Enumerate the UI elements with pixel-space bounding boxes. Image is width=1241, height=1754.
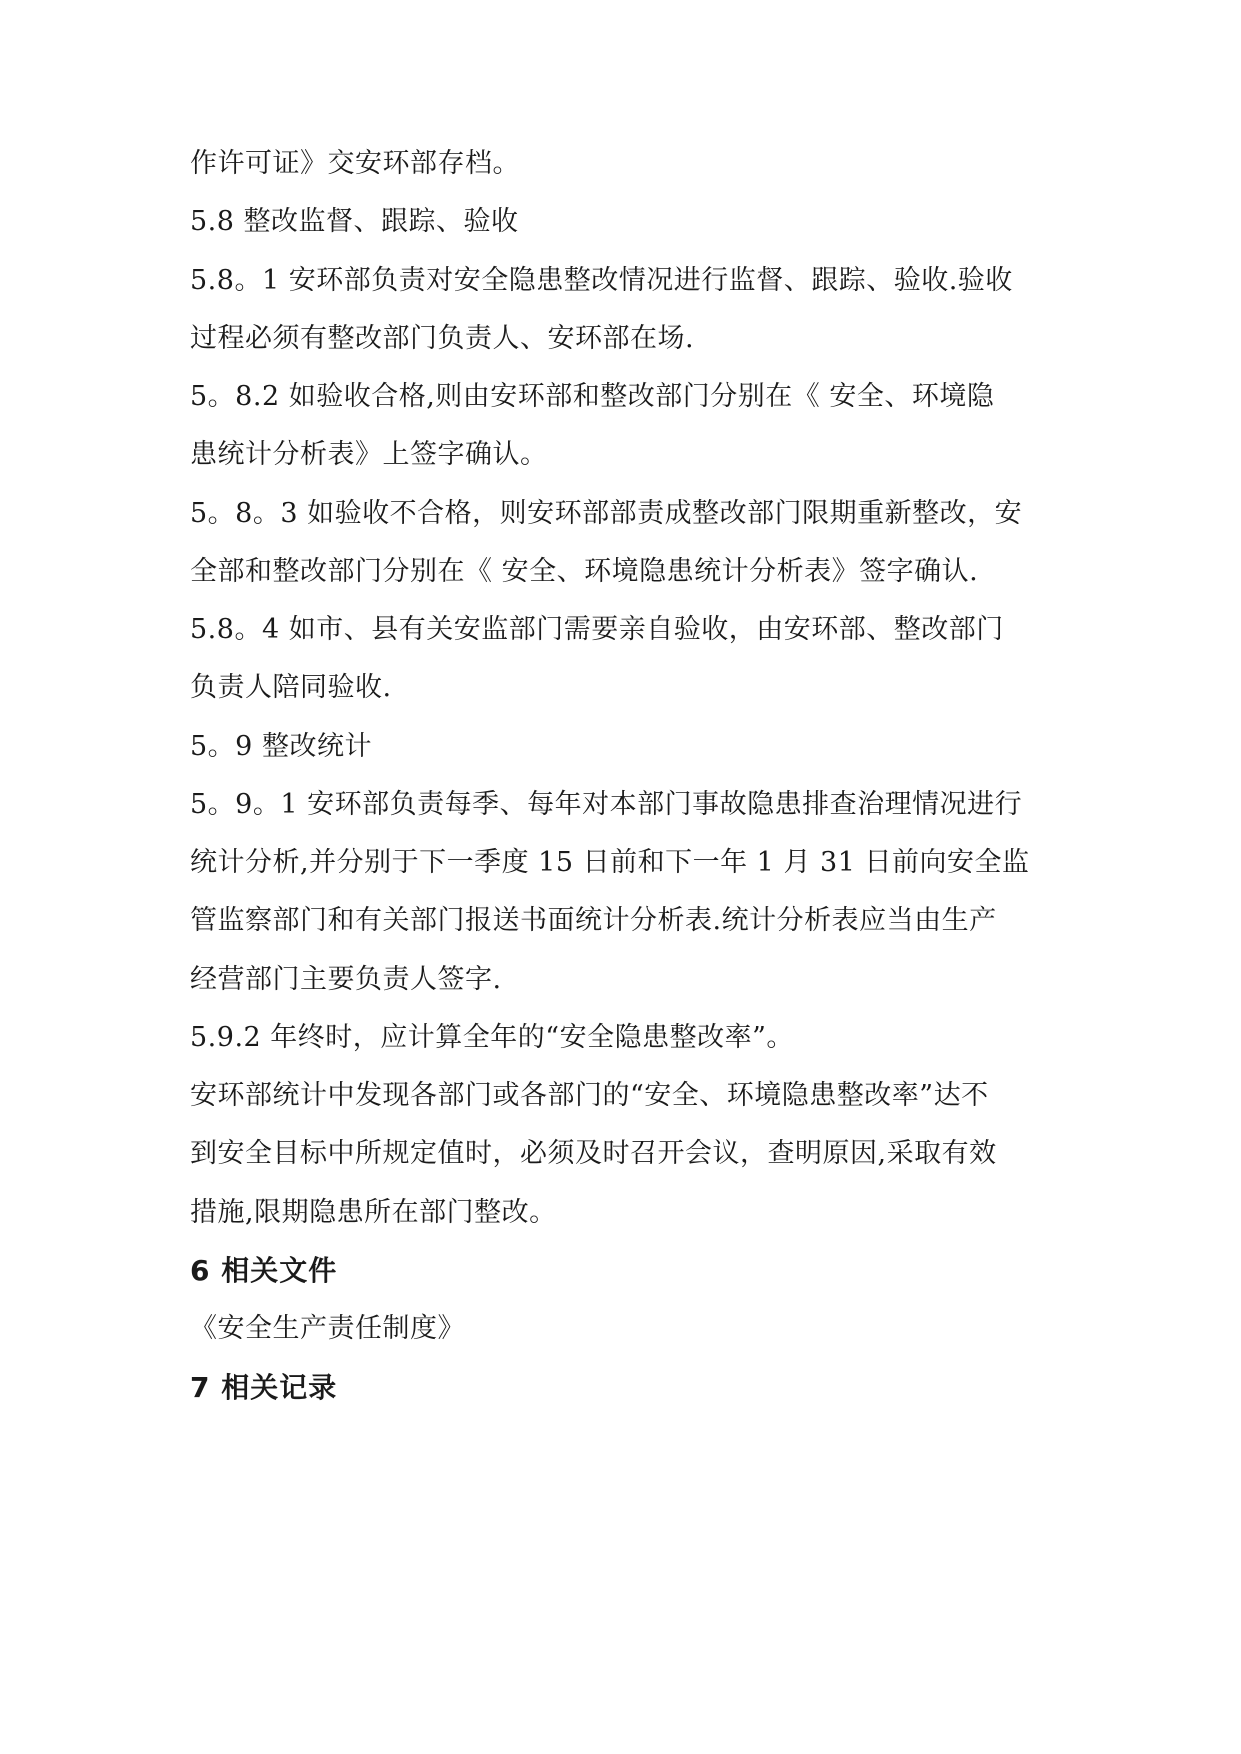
- text-line-17: 安环部统计中发现各部门或各部门的“安全、环境隐患整改率”达不: [190, 1080, 989, 1111]
- text-line-8: 全部和整改部门分别在《 安全、环境隐患统计分析表》签字确认.: [190, 556, 979, 587]
- text-line-18: 到安全目标中所规定值时，必须及时召开会议，查明原因,采取有效: [190, 1138, 997, 1169]
- section-6-heading: 6 相关文件: [190, 1254, 338, 1287]
- subsection-title-5-8: 5.8 整改监督、跟踪、验收: [190, 206, 519, 237]
- text-line-1: 作许可证》交安环部存档。: [190, 148, 520, 179]
- text-line-15: 经营部门主要负责人签字.: [190, 964, 502, 995]
- subsection-title-5-9: 5。9 整改统计: [190, 731, 372, 762]
- related-document-item: 《安全生产责任制度》: [190, 1313, 465, 1344]
- text-line-14: 管监察部门和有关部门报送书面统计分析表.统计分析表应当由生产: [190, 905, 997, 936]
- text-line-12: 5。9。1 安环部负责每季、每年对本部门事故隐患排查治理情况进行: [190, 789, 1023, 820]
- text-line-9: 5.8。4 如市、县有关安监部门需要亲自验收，由安环部、整改部门: [190, 614, 1004, 645]
- text-line-10: 负责人陪同验收.: [190, 672, 392, 703]
- text-line-7: 5。8。3 如验收不合格，则安环部部责成整改部门限期重新整改，安: [190, 498, 1023, 529]
- text-line-13: 统计分析,并分别于下一季度 15 日前和下一年 1 月 31 日前向安全监: [190, 847, 1030, 878]
- section-7-heading: 7 相关记录: [190, 1371, 338, 1404]
- text-line-19: 措施,限期隐患所在部门整改。: [190, 1197, 557, 1228]
- text-line-5: 5。8.2 如验收合格,则由安环部和整改部门分别在《 安全、环境隐: [190, 381, 995, 412]
- text-line-6: 患统计分析表》上签字确认。: [190, 439, 548, 470]
- text-line-4: 过程必须有整改部门负责人、安环部在场.: [190, 323, 695, 354]
- text-line-16: 5.9.2 年终时，应计算全年的“安全隐患整改率”。: [190, 1022, 794, 1053]
- text-line-3: 5.8。1 安环部负责对安全隐患整改情况进行监督、跟踪、验收.验收: [190, 265, 1013, 296]
